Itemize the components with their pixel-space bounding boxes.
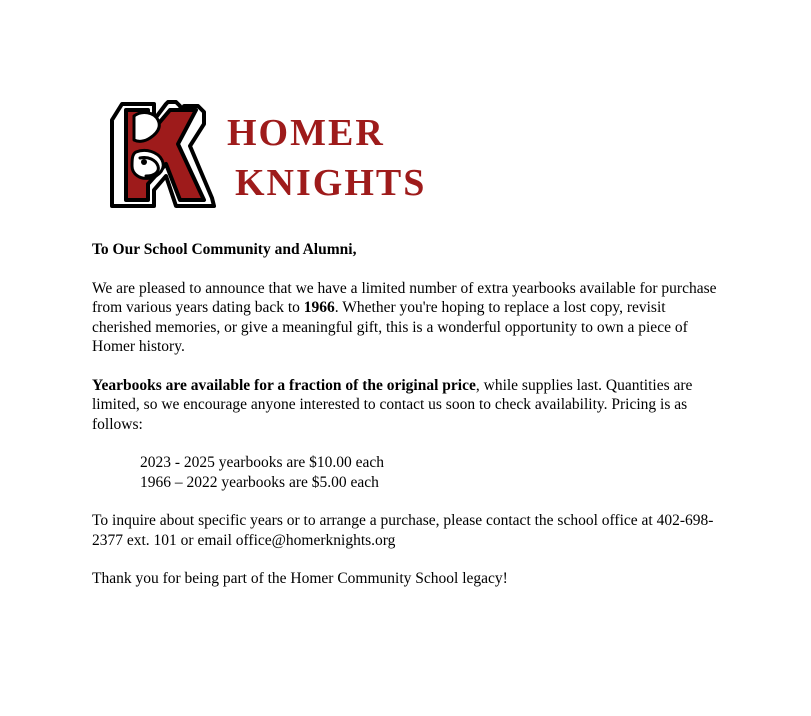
logo-wordmark — [227, 108, 647, 208]
homer-knights-k-logo — [92, 90, 222, 220]
logo-line-homer: HOMER — [227, 112, 385, 154]
pricing-highlight: Yearbooks are available for a fraction of the original price — [92, 376, 476, 394]
paragraph-pricing-intro — [92, 376, 720, 435]
paragraph-intro-year: 1966 — [303, 299, 335, 316]
letter-body — [92, 240, 720, 608]
pricing-rest: , while supplies last. Quantities are limited, so we encourage anyone interested to contact us soon to check availability. Pricing is as follows: — [92, 376, 693, 433]
price-list-item: 1966 – 2022 yearbooks are $5.00 each — [140, 473, 379, 491]
paragraph-contact: To inquire about specific years or to arrange a purchase, please contact the school office at 402-698-2377 ext. 101 or email office@homerknights.org — [92, 512, 714, 549]
logo-line-knights: KNIGHTS — [235, 162, 427, 204]
price-list-item: 2023 - 2025 yearbooks are $10.00 each — [140, 454, 385, 471]
paragraph-intro-part1: We are pleased to announce that we have a limited number of extra yearbooks available for purchase from various years dating back to — [92, 279, 717, 316]
paragraph-intro-part2: . Whether you're hoping to replace a lost copy, revisit cherished memories, or give a meaningful gift, this is a wonderful opportunity to own a piece of Homer history. — [92, 299, 688, 355]
letterhead — [92, 90, 712, 225]
price-list — [92, 453, 720, 492]
paragraph-closing: Thank you for being part of the Homer Community School legacy! — [92, 570, 508, 587]
paragraph-intro — [92, 279, 720, 357]
salutation: To Our School Community and Alumni, — [92, 241, 357, 258]
